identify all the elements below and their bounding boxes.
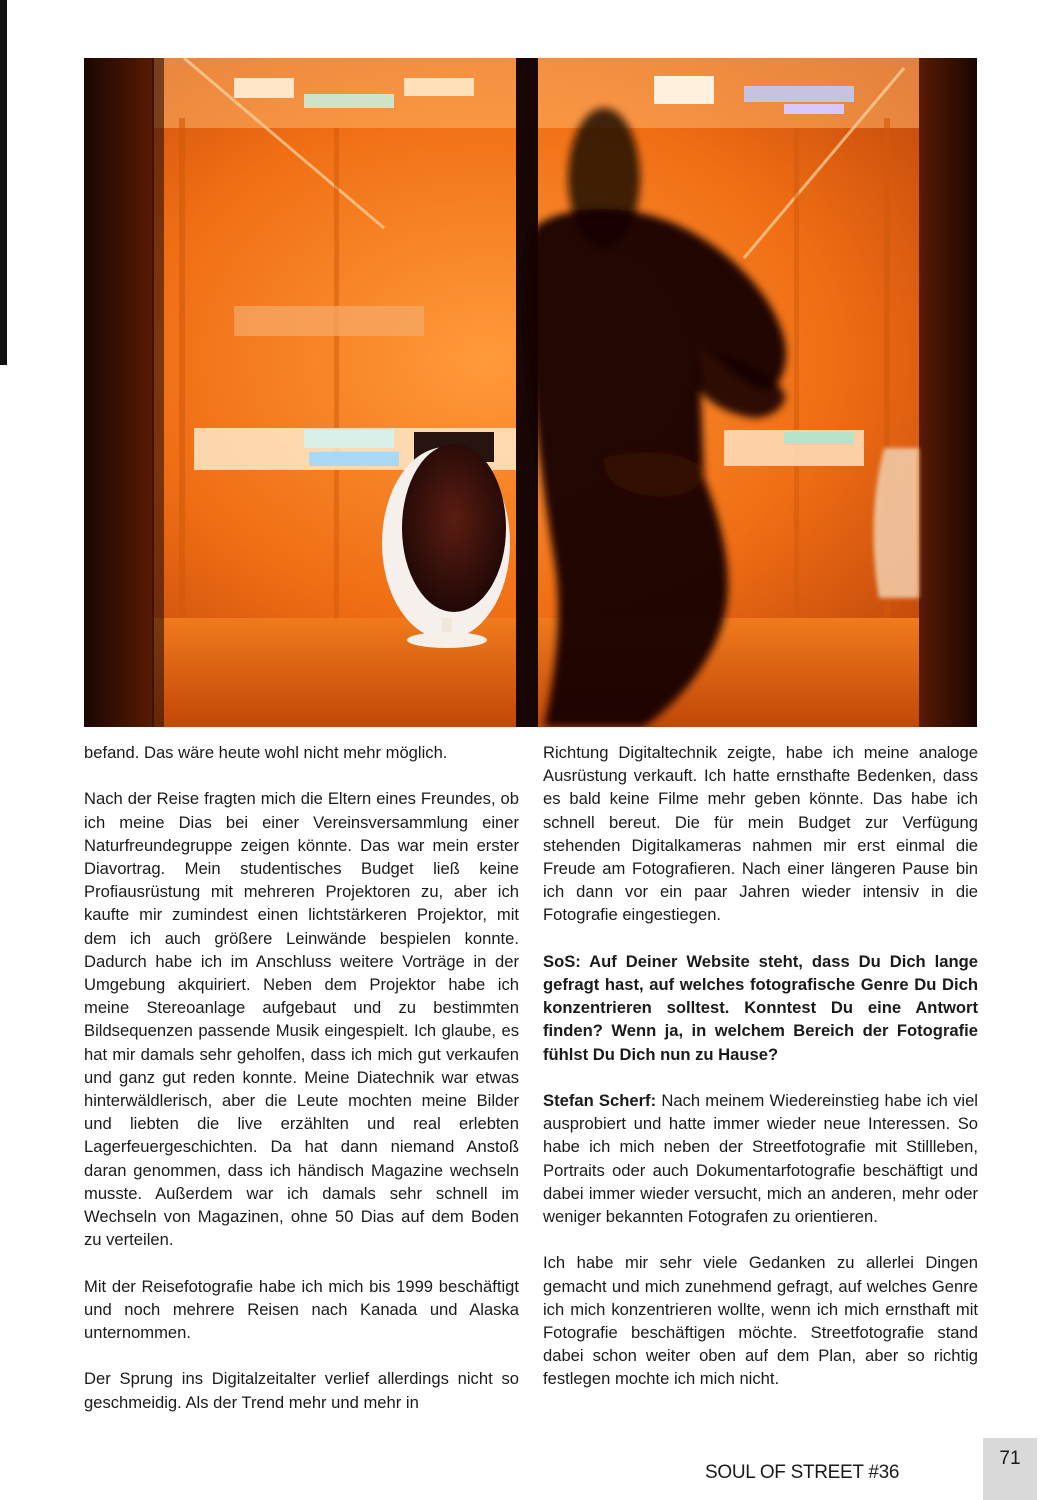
paragraph: Richtung Digitaltechnik zeigte, habe ich meine analoge Ausrüstung verkauft. Ich hatte ernsthafte Bedenken, dass es bald keine Filme mehr geben könnte. Das habe ich schnell bereut. Die für mein Budget zur Verfügung stehenden Digitalkameras nahmen mir erst einmal die Freude am Fotografieren. Nach einer längeren Pause bin ich dann vor ein paar Jahren wieder intensiv in die Fotografie eingestiegen.	[543, 743, 978, 925]
paragraph: Ich habe mir sehr viele Gedanken zu allerlei Dingen gemacht und mich zunehmend gefragt, auf welches Genre ich mich konzentrieren wollte, wenn ich mich ernsthaft mit Fotografie beschäftigen möchte. Streetfotografie stand dabei schon weiter oben auf dem Plan, aber so richtig festlegen mochte ich mich nicht.	[543, 1253, 978, 1389]
paragraph: Der Sprung ins Digitalzeitalter verlief allerdings nicht so geschmeidig. Als der Trend mehr und mehr in	[84, 1369, 519, 1412]
photo-illustration	[84, 58, 977, 727]
paragraph: Nach der Reise fragten mich die Eltern eines Freundes, ob ich meine Dias bei einer Vereinsversammlung einer Naturfreundegruppe zeigen könnte. Das war mein erster Diavortrag. Mein studentisches Budget ließ keine Profiausrüstung mit mehreren Projektoren zu, aber ich kaufte mir zumindest einen lichtstärkeren Projektor, mit dem ich auch größere Leinwände bespielen konnte. Dadurch habe ich im Anschluss weitere Vorträge in der Umgebung akquiriert. Neben dem Projektor habe ich meine Stereoanlage aufgebaut und zu bestimmten Bildsequenzen passende Musik eingespielt. Ich glaube, es hat mir damals sehr geholfen, dass ich mich gut verkaufen und ganz gut reden konnte. Meine Diatechnik war etwas hinterwäldlerisch, aber die Leute mochten meine Bilder und liebten die live erzählten und real erlebten Lagerfeuergeschichten. Da hat dann niemand Anstoß daran genommen, dass ich händisch Magazine wechseln musste. Außerdem war ich damals sehr schnell im Wechseln von Magazinen, ohne 50 Dias auf dem Boden zu verteilen.	[84, 789, 519, 1250]
paragraph: Mit der Reisefotografie habe ich mich bis 1999 beschäftigt und noch mehrere Reisen nach Kanada und Alaska unternommen.	[84, 1276, 519, 1343]
interview-answer	[543, 1089, 978, 1228]
page-edge-marker	[0, 0, 7, 365]
page-number: 71	[999, 1448, 1021, 1469]
paragraph: befand. Das wäre heute wohl nicht mehr möglich.	[84, 743, 448, 762]
article-column-left	[84, 741, 519, 1437]
article-photo	[84, 58, 977, 727]
page-number-box	[983, 1438, 1037, 1500]
answer-speaker: Stefan Scherf:	[543, 1091, 657, 1111]
magazine-issue-label: SOUL OF STREET #36	[705, 1462, 900, 1483]
article-column-right	[543, 741, 978, 1414]
interview-question: SoS: Auf Deiner Website steht, dass Du Dich lange gefragt hast, auf welches fotografische Genre Du Dich konzentrieren solltest. Konntest Du eine Antwort finden? Wenn ja, in welchem Bereich der Fotografie fühlst Du Dich nun zu Hause?	[543, 951, 978, 1064]
answer-text: Nach meinem Wiedereinstieg habe ich viel ausprobiert und hatte immer wieder neue Interessen. So habe ich mich neben der Streetfotografie mit Stillleben, Portraits oder auch Dokumentarfotografie beschäftigt und dabei immer wieder versucht, mich an anderen, mehr oder weniger bekannten Fotografen zu orientieren.	[543, 1091, 978, 1227]
